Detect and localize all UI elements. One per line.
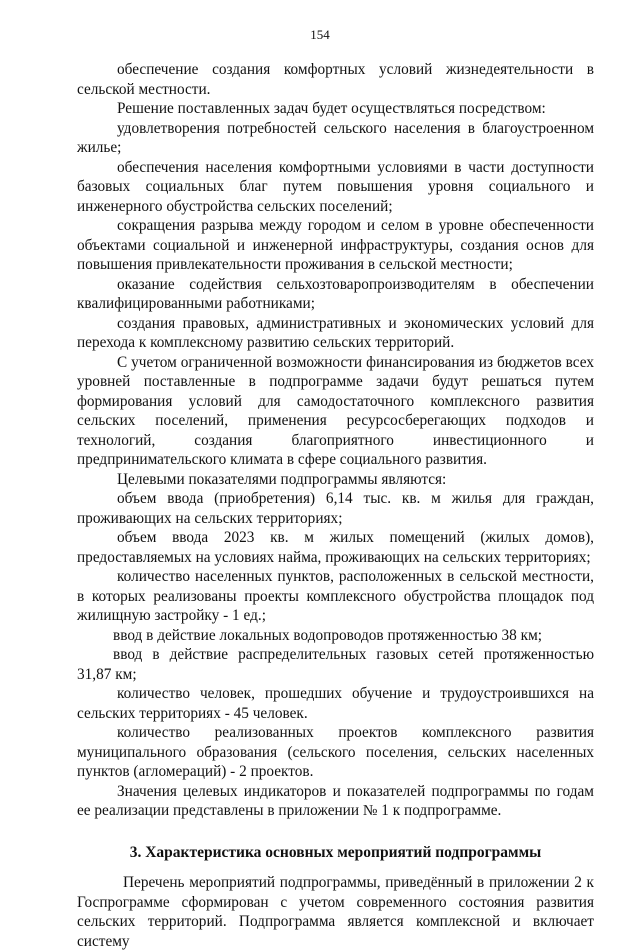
paragraph-indicator-gas: ввод в действие распределительных газовых сетей протяженностью 31,87 км; (77, 646, 594, 683)
paragraph-indicator-housing: объем ввода (приобретения) 6,14 тыс. кв. м жилья для граждан, проживающих на сельских территориях; (77, 490, 594, 527)
paragraph-indicator-rental: объем ввода 2023 кв. м жилых помещений (жилых домов), предоставляемых на условиях найма, проживающих на сельских территориях; (77, 529, 594, 566)
paragraph-gap-reduction: сокращения разрыва между городом и селом в уровне обеспеченности объектами социальной и инженерной инфраструктуры, создания основ для повышения привлекательности проживания в сельской местности; (77, 217, 594, 273)
paragraph-workforce: оказание содействия сельхозтоваропроизводителям в обеспечении квалифицированными работниками; (77, 275, 594, 312)
paragraph-intro: Решение поставленных задач будет осуществляться посредством: (117, 100, 546, 117)
paragraph-housing: удовлетворения потребностей сельского населения в благоустроенном жилье; (77, 119, 594, 156)
paragraph-indicator-settlements: количество населенных пунктов, расположенных в сельской местности, в которых реализованы проекты комплексного обустройства площадок под жилищную застройку - 1 ед.; (77, 568, 594, 624)
paragraph-financing: С учетом ограниченной возможности финансирования из бюджетов всех уровней поставленные в подпрограмме задачи будут решаться путем формирования условий для самодостаточного комплексного развития сельских поселений, применения ресурсосберегающих подходов и технологий, создания благоприятного инвестиционного и предпринимательского климата в сфере социального развития. (77, 353, 594, 468)
section-title: 3. Характеристика основных мероприятий подпрограммы (129, 843, 542, 861)
paragraph-indicators-intro: Целевыми показателями подпрограммы являются: (117, 470, 447, 488)
page-number: 154 (310, 27, 330, 42)
paragraph-legal-conditions: создания правовых, административных и экономических условий для перехода к комплексному развитию сельских территорий. (77, 314, 594, 351)
paragraph-indicator-training: количество человек, прошедших обучение и трудоустроившихся на сельских территориях - 45 человек. (77, 685, 594, 722)
paragraph-appendix-note: Значения целевых индикаторов и показателей подпрограммы по годам ее реализации представлены в приложении № 1 к подпрограмме. (77, 782, 594, 819)
page-content (77, 60, 594, 951)
paragraph-measures-list: Перечень мероприятий подпрограммы, приведённый в приложении 2 к Госпрограмме сформирован с учетом современного состояния развития сельских территорий. Подпрограмма является комплексной и включает систему (77, 874, 594, 950)
paragraph-social-benefits: обеспечения населения комфортными условиями в части доступности базовых социальных благ путем повышения уровня социального и инженерного обустройства сельских поселений; (77, 158, 594, 215)
paragraph-goal: обеспечение создания комфортных условий жизнедеятельности в сельской местности. (77, 61, 594, 98)
paragraph-indicator-water: ввод в действие локальных водопроводов протяженностью 38 км; (113, 626, 542, 644)
paragraph-indicator-projects: количество реализованных проектов комплексного развития муниципального образования (сельского поселения, сельских населенных пунктов (агломераций) - 2 проектов. (77, 724, 594, 780)
